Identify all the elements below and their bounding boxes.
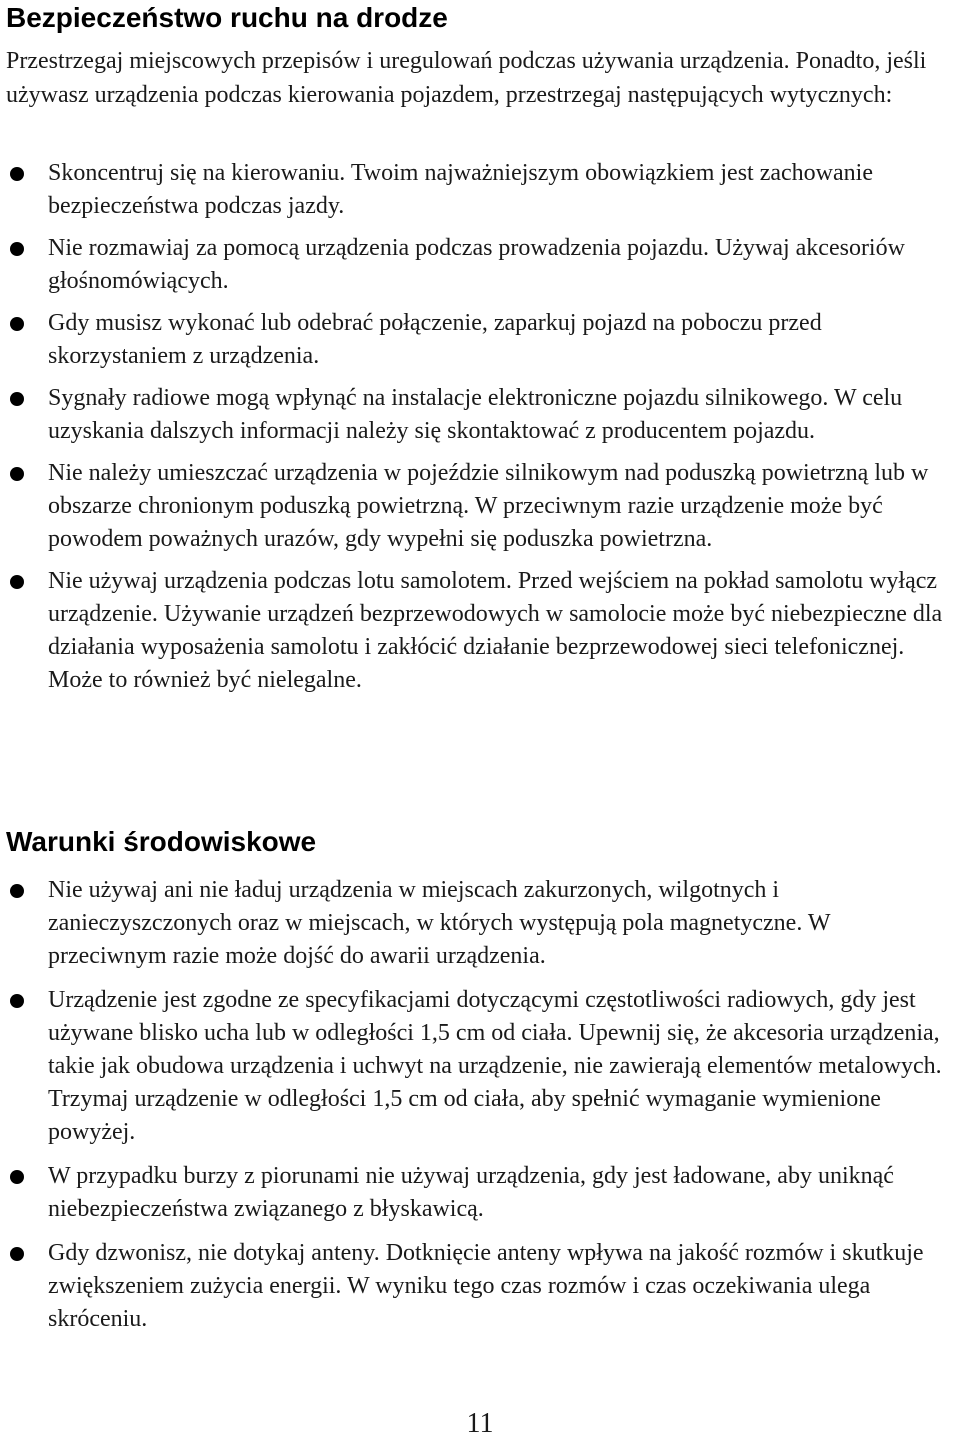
environment-bullet-list	[0, 874, 960, 1347]
bullet-icon	[10, 575, 24, 589]
list-item	[0, 874, 960, 973]
bullet-icon	[10, 317, 24, 331]
page-number: 11	[466, 1408, 494, 1439]
section-intro-paragraph: Przestrzegaj miejscowych przepisów i uregulowań podczas używania urządzenia. Ponadto, jeśli używasz urządzenia podczas kierowania pojazdem, przestrzegaj następujących wytycznych:	[6, 48, 927, 108]
list-item	[0, 382, 960, 448]
list-item-text: Nie używaj urządzenia podczas lotu samolotem. Przed wejściem na pokład samolotu wyłącz urządzenie. Używanie urządzeń bezprzewodowych w samolocie może być niebezpieczne dla działania wyposażenia samolotu i zakłócić działanie bezprzewodowej sieci telefonicznej. Może to również być nielegalne.	[48, 568, 943, 693]
list-item-text: Nie rozmawiaj za pomocą urządzenia podczas prowadzenia pojazdu. Używaj akcesoriów głośnomówiących.	[48, 235, 905, 294]
list-item-text: W przypadku burzy z piorunami nie używaj urządzenia, gdy jest ładowane, aby uniknąć niebezpieczeństwa związanego z błyskawicą.	[48, 1163, 894, 1222]
list-item-text: Nie używaj ani nie ładuj urządzenia w miejscach zakurzonych, wilgotnych i zanieczyszczonych oraz w miejscach, w których występują pola magnetyczne. W przeciwnym razie może dojść do awarii urządzenia.	[48, 877, 831, 969]
bullet-icon	[10, 884, 24, 898]
section-title-road-safety: Bezpieczeństwo ruchu na drodze	[6, 2, 448, 33]
bullet-icon	[10, 392, 24, 406]
list-item	[0, 232, 960, 298]
bullet-icon	[10, 467, 24, 481]
list-item	[0, 1160, 960, 1226]
list-item-text: Skoncentruj się na kierowaniu. Twoim najważniejszym obowiązkiem jest zachowanie bezpieczeństwa podczas jazdy.	[48, 160, 873, 219]
list-item	[0, 565, 960, 697]
list-item	[0, 1237, 960, 1336]
list-item-text: Nie należy umieszczać urządzenia w pojeździe silnikowym nad poduszką powietrzną lub w obszarze chronionym poduszką powietrzną. W przeciwnym razie urządzenie może być powodem poważnych urazów, gdy wypełni się poduszka powietrzna.	[48, 460, 929, 552]
bullet-icon	[10, 242, 24, 256]
bullet-icon	[10, 1170, 24, 1184]
list-item	[0, 984, 960, 1149]
list-item-text: Gdy dzwonisz, nie dotykaj anteny. Dotknięcie anteny wpływa na jakość rozmów i skutkuje zwiększeniem zużycia energii. W wyniku tego czas rozmów i czas oczekiwania ulega skróceniu.	[48, 1240, 924, 1332]
bullet-icon	[10, 994, 24, 1008]
list-item	[0, 307, 960, 373]
list-item	[0, 457, 960, 556]
list-item-text: Sygnały radiowe mogą wpłynąć na instalacje elektroniczne pojazdu silnikowego. W celu uzyskania dalszych informacji należy się skontaktować z producentem pojazdu.	[48, 385, 903, 444]
road-safety-bullet-list	[0, 157, 960, 706]
bullet-icon	[10, 1247, 24, 1261]
list-item-text: Gdy musisz wykonać lub odebrać połączenie, zaparkuj pojazd na poboczu przed skorzystaniem z urządzenia.	[48, 310, 822, 369]
section-title-environment: Warunki środowiskowe	[6, 826, 317, 857]
list-item-text: Urządzenie jest zgodne ze specyfikacjami dotyczącymi częstotliwości radiowych, gdy jest używane blisko ucha lub w odległości 1,5 cm od ciała. Upewnij się, że akcesoria urządzenia, takie jak obudowa urządzenia i uchwyt na urządzenie, nie zawierają elementów metalowych. Trzymaj urządzenie w odległości 1,5 cm od ciała, aby spełnić wymaganie wymienione powyżej.	[48, 987, 942, 1145]
bullet-icon	[10, 167, 24, 181]
list-item	[0, 157, 960, 223]
